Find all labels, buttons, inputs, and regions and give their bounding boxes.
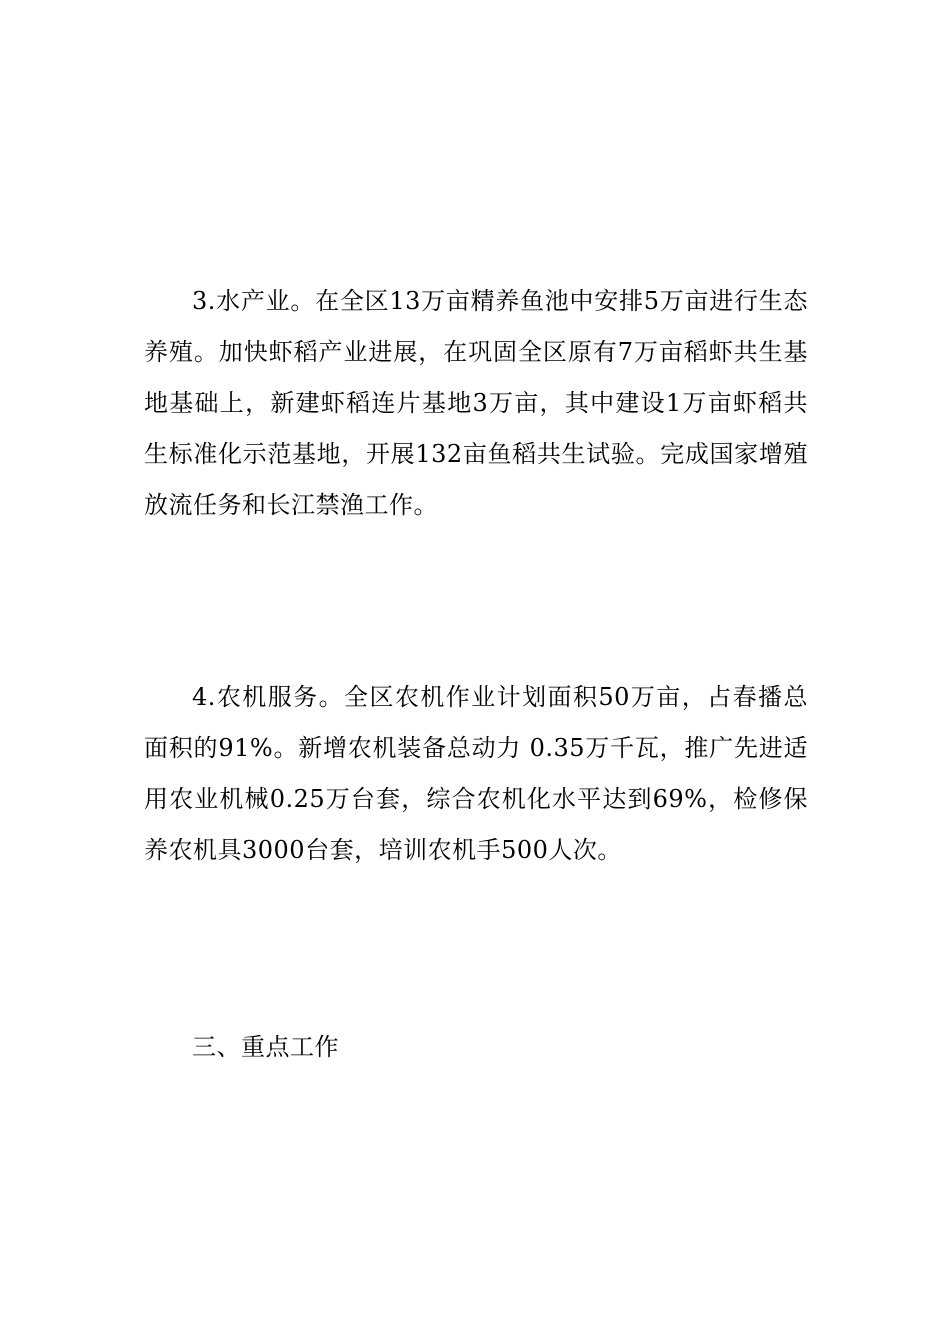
section-heading-key-work: 三、重点工作 <box>192 1033 339 1061</box>
paragraph-agricultural-machinery: 4.农机服务。全区农机作业计划面积50万亩，占春播总面积的91%。新增农机装备总动力 0.35万千瓦，推广先进适用农业机械0.25万台套，综合农机化水平达到69%，检修保养农机具3000台套，培训农机手500人次。 <box>144 683 808 864</box>
paragraph-aquaculture: 3.水产业。在全区13万亩精养鱼池中安排5万亩进行生态养殖。加快虾稻产业进展，在巩固全区原有7万亩稻虾共生基地基础上，新建虾稻连片基地3万亩，其中建设1万亩虾稻共生标准化示范基地，开展132亩鱼稻共生试验。完成国家增殖放流任务和长江禁渔工作。 <box>144 287 808 519</box>
